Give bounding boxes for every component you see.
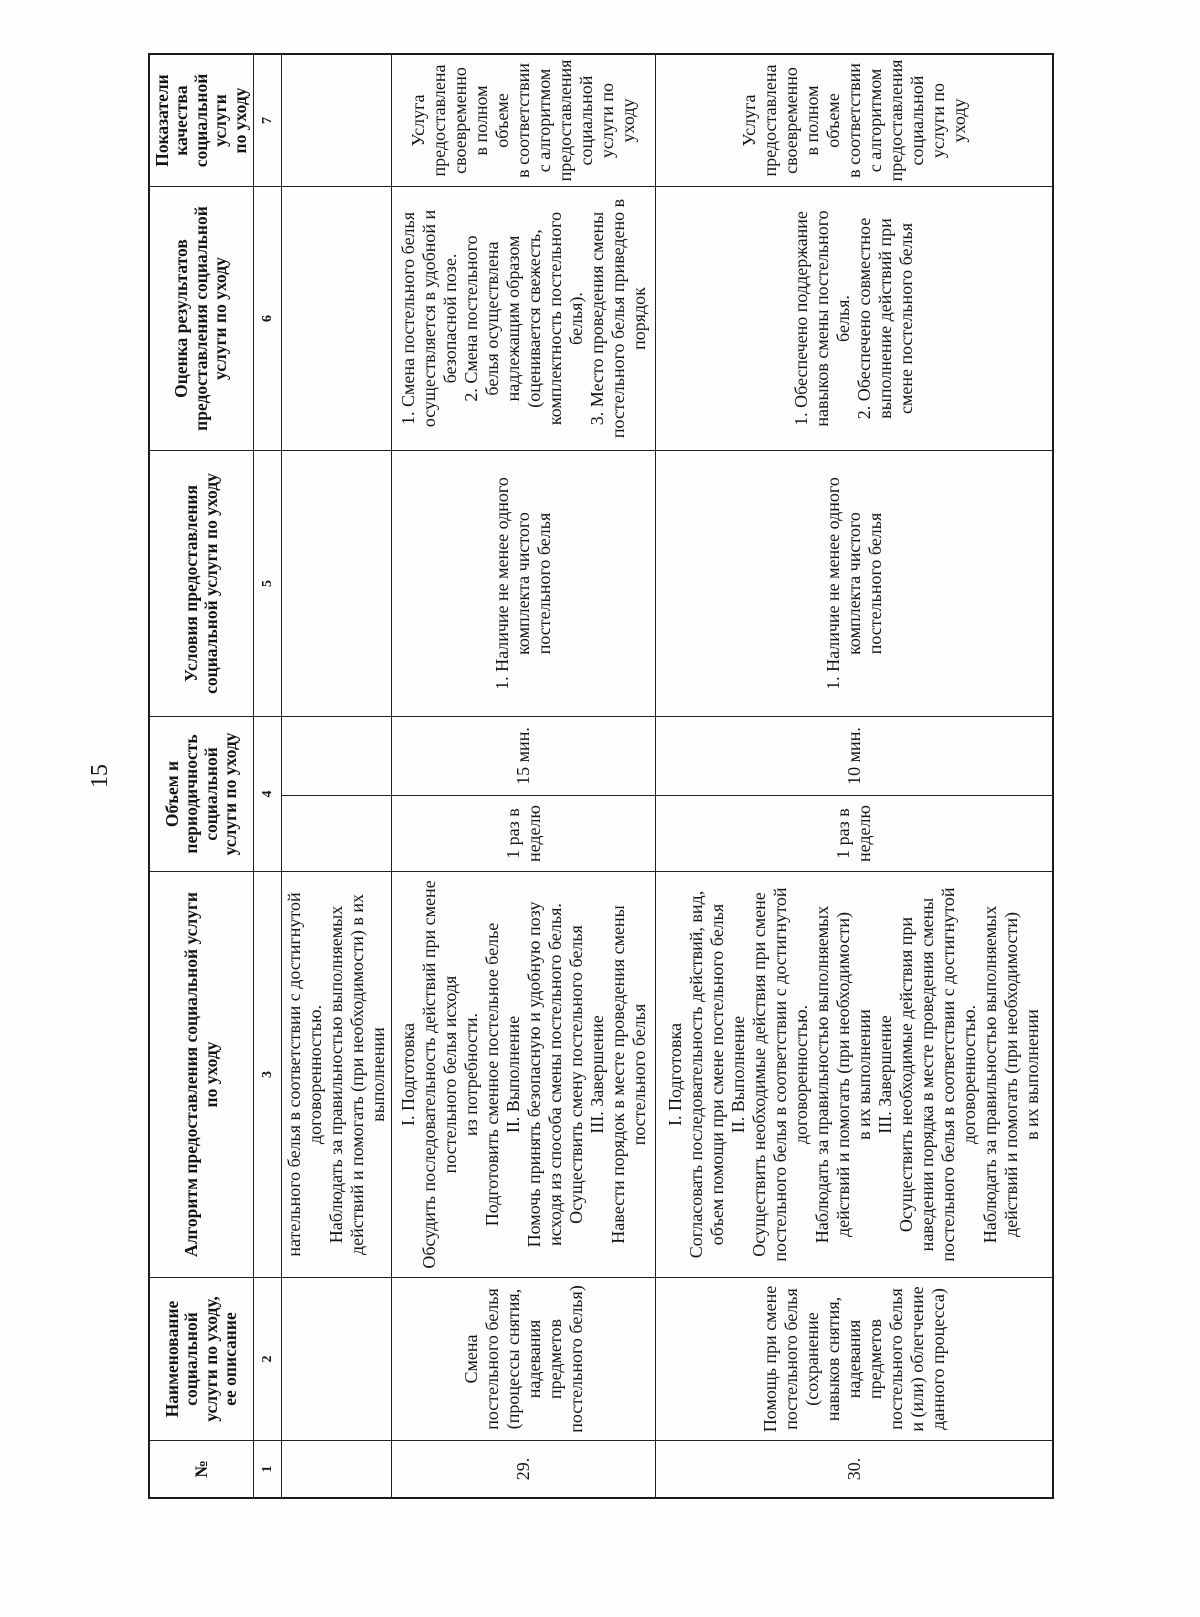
continuation-name-cell — [282, 1277, 392, 1440]
row-29-name-cell — [392, 1277, 656, 1440]
row-29-algorithm-cell — [392, 871, 656, 1277]
row-29-frequency: 1 раз в неделю — [502, 805, 544, 862]
row-29-number: 29. — [513, 1457, 533, 1481]
row-29-quality-cell — [392, 55, 656, 186]
row-30-duration-cell — [656, 716, 1052, 795]
header-algorithm-cell — [150, 871, 254, 1277]
continuation-duration-cell — [282, 716, 392, 795]
column-number-cell-3 — [254, 871, 282, 1277]
row-30-number: 30. — [843, 1457, 864, 1481]
column-number-cell-6 — [254, 186, 282, 450]
row-30-evaluation: 1. Обеспечено поддержание навыков смены постельного белья. 2. Обеспечено совместное выполнение действий при смене постельного белья — [791, 210, 916, 427]
row-30-algorithm-cell — [656, 871, 1052, 1277]
column-number-2: 2 — [259, 1355, 275, 1363]
column-number-1: 1 — [259, 1465, 275, 1473]
header-conditions-label: Условия предоставления социальной услуги по уходу — [181, 473, 221, 694]
row-29-duration-cell — [392, 716, 656, 795]
row-30-quality-cell — [656, 55, 1052, 186]
row-29-duration: 15 мин. — [513, 727, 533, 785]
row-30-algorithm: I. Подготовка Согласовать последовательность действий, вид, объем помощи при смене постельного белья II. Выполнение Осуществить необходимые действия при смене постельного белья в соответствии с достигнутой договоренностью. Наблюдать за правильностью выполняемых действий и помогать (при необходимости) в их выполнении III. Завершение Осуществить необходимые действия при наведении порядка в месте проведения смены постельного белья в соответствии с достигнутой договоренностью. Наблюдать за правильностью выполняемых действий и помогать (при необходимости) в их выполнении — [665, 887, 1042, 1262]
continuation-algorithm-text: нательного белья в соответствии с достигнутой договоренностью. Наблюдать за правильностью выполняемых действий и помогать (при необходимости) в их выполнении — [284, 892, 388, 1257]
column-number-cell-5 — [254, 450, 282, 716]
column-number-3: 3 — [259, 1071, 275, 1078]
row-30-quality: Услуга предоставлена своевременно в полном объеме в соответствии с алгоритмом предоставления социальной услуги по уходу — [738, 59, 969, 182]
row-30-frequency: 1 раз в неделю — [833, 805, 874, 862]
column-number-cell-4 — [254, 716, 282, 871]
header-algorithm-label: Алгоритм предоставления социальной услуги по уходу — [181, 891, 221, 1258]
row-29-number-cell — [392, 1440, 656, 1497]
header-evaluation-label: Оценка результатов предоставления социальной услуги по уходу — [171, 206, 231, 431]
continuation-frequency-cell — [282, 795, 392, 871]
header-service-name-label: Наименование социальной услуги по уходу, ее описание — [161, 1296, 240, 1422]
column-number-cell-7 — [254, 55, 282, 186]
column-number-4: 4 — [259, 790, 275, 798]
row-29-evaluation: 1. Смена постельного белья осуществляется в удобной и безопасной позе. 2. Смена постельного белья осуществлена надлежащим образом (оценивается свежесть, комплектность постельного белья). 3. Место проведения смены постельного белья приведено в порядок — [397, 198, 649, 439]
header-conditions-cell — [150, 450, 254, 716]
continuation-number-cell — [282, 1440, 392, 1497]
column-number-7: 7 — [259, 117, 275, 124]
header-number-cell — [150, 1440, 254, 1497]
header-evaluation-cell — [150, 186, 254, 450]
row-30-name-cell — [656, 1277, 1052, 1440]
header-service-name-cell — [150, 1277, 254, 1440]
row-29-frequency-cell — [392, 795, 656, 871]
header-number-label: № — [190, 1460, 211, 1478]
header-quality-cell — [150, 55, 254, 186]
row-29-conditions-cell — [392, 450, 656, 716]
continuation-quality-cell — [282, 55, 392, 186]
header-quality-label: Показатели качества социальной услуги по уходу — [151, 73, 250, 168]
continuation-evaluation-cell — [282, 186, 392, 450]
row-29-conditions: 1. Наличие не менее одного комплекта чистого постельного белья — [492, 477, 554, 690]
row-29-quality: Услуга предоставлена своевременно в полном объеме в соответствии с алгоритмом предоставления социальной услуги по уходу — [408, 59, 638, 182]
row-30-number-cell — [656, 1440, 1052, 1497]
header-volume-frequency-label: Объем и периодичность социальной услуги по уходу — [161, 732, 240, 856]
row-30-service-name: Помощь при смене постельного белья (сохранение навыков снятия, надевания предметов постельного белья и (или) облегчение данного процесса) — [759, 1285, 948, 1433]
column-number-6: 6 — [259, 315, 275, 322]
row-30-conditions-cell — [656, 450, 1052, 716]
column-number-cell-1 — [254, 1440, 282, 1497]
continuation-conditions-cell — [282, 450, 392, 716]
column-number-5: 5 — [259, 580, 275, 587]
row-29-service-name: Смена постельного белья (процессы снятия, надевания предметов постельного белья) — [460, 1285, 586, 1433]
row-29-algorithm: I. Подготовка Обсудить последовательность действий при смене постельного белья исходя из потребности. Подготовить сменное постельное белье II. Выполнение Помочь принять безопасную и удобную позу исходя из способа смены постельного белья. Осуществить смену постельного белья III. Завершение Навести порядок в месте проведения смены постельного белья — [397, 880, 649, 1269]
row-30-duration: 10 мин. — [843, 727, 864, 785]
page-number: 15 — [87, 764, 113, 788]
care-services-table — [148, 53, 1054, 1499]
row-29-evaluation-cell — [392, 186, 656, 450]
header-volume-frequency-cell — [150, 716, 254, 871]
continuation-algorithm-cell — [282, 871, 392, 1277]
column-number-cell-2 — [254, 1277, 282, 1440]
row-30-evaluation-cell — [656, 186, 1052, 450]
row-30-conditions: 1. Наличие не менее одного комплекта чистого постельного белья — [822, 477, 885, 690]
row-30-frequency-cell — [656, 795, 1052, 871]
